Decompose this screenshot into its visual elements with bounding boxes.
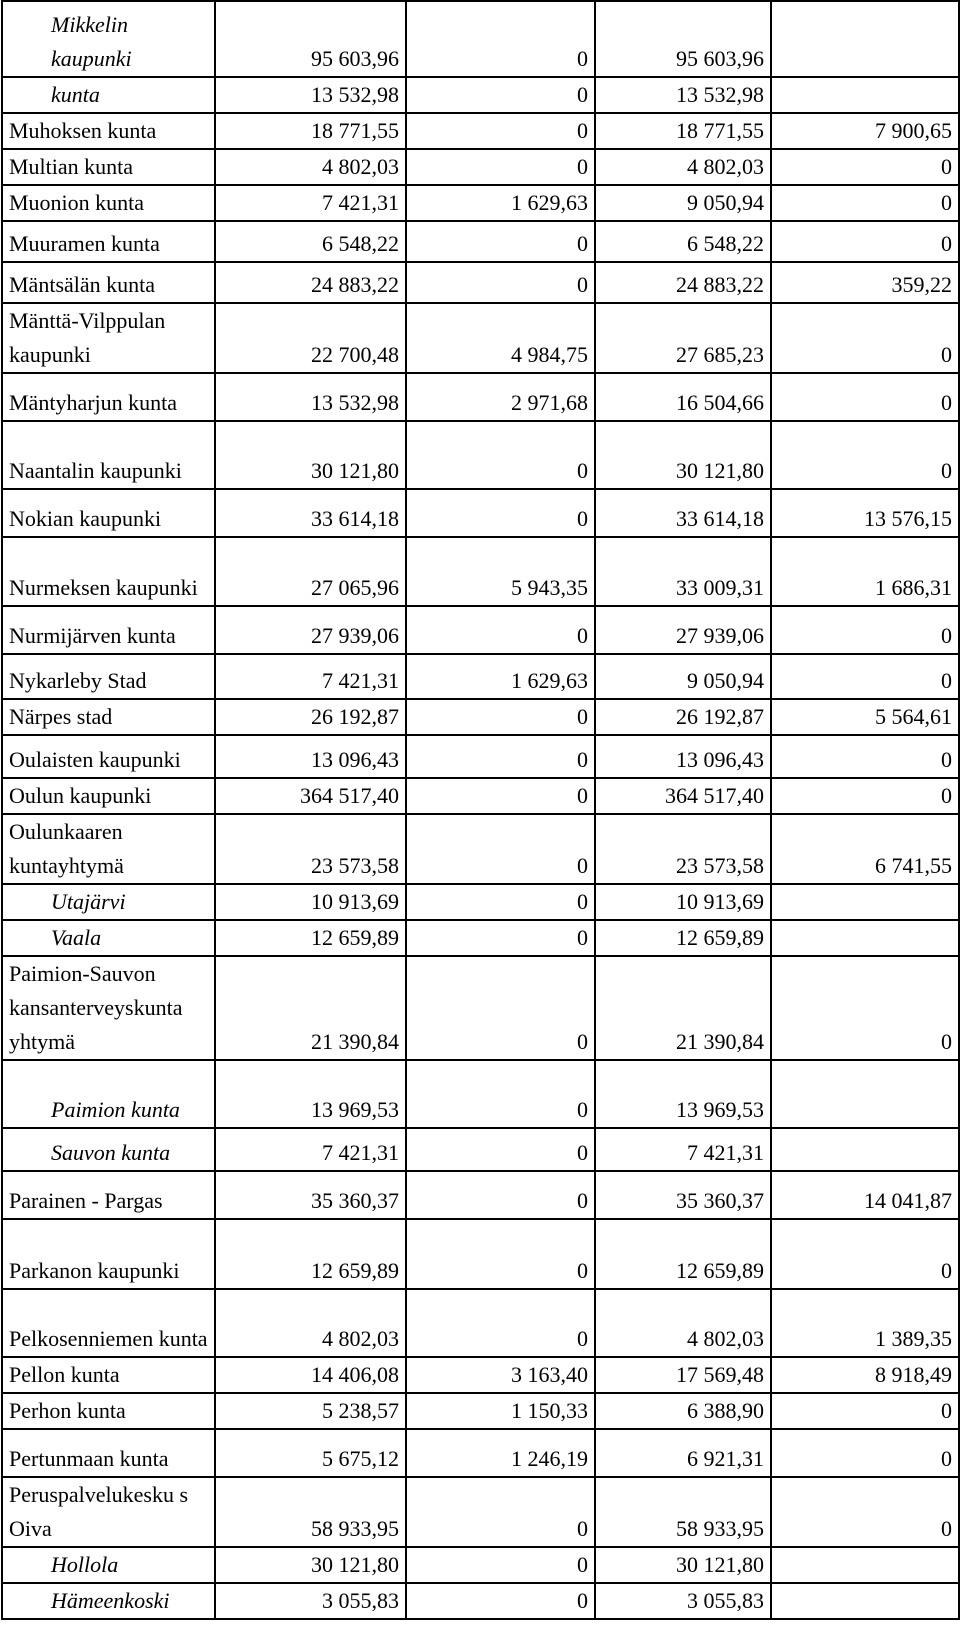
total-cell: 27 685,23	[595, 303, 771, 373]
table-row	[2, 149, 959, 185]
other-amount-cell: 0	[771, 1393, 959, 1429]
other-amount-cell: 0	[771, 221, 959, 262]
total-cell: 30 121,80	[595, 421, 771, 489]
municipality-cell: Mänttä-Vilppulan kaupunki	[2, 303, 215, 373]
table-row	[2, 1357, 959, 1393]
municipality-cell: Paimion kunta	[2, 1060, 215, 1128]
amount-cell: 21 390,84	[215, 956, 406, 1060]
total-cell: 13 969,53	[595, 1060, 771, 1128]
table-row	[2, 814, 959, 884]
amount-cell: 35 360,37	[215, 1171, 406, 1219]
table-row	[2, 221, 959, 262]
total-cell: 33 614,18	[595, 489, 771, 537]
total-cell: 7 421,31	[595, 1128, 771, 1171]
total-cell: 27 939,06	[595, 606, 771, 654]
table-row	[2, 537, 959, 606]
amount-cell: 13 969,53	[215, 1060, 406, 1128]
other-amount-cell	[771, 1583, 959, 1619]
municipality-cell: Pelkosenniemen kunta	[2, 1289, 215, 1357]
supplement-cell: 0	[406, 1128, 595, 1171]
supplement-cell: 1 150,33	[406, 1393, 595, 1429]
amount-cell: 10 913,69	[215, 884, 406, 920]
supplement-cell: 1 629,63	[406, 185, 595, 221]
municipality-cell: Paimion-Sauvon kansanterveyskunta yhtymä	[2, 956, 215, 1060]
amount-cell: 3 055,83	[215, 1583, 406, 1619]
table-row	[2, 654, 959, 699]
municipality-cell: Pertunmaan kunta	[2, 1429, 215, 1477]
other-amount-cell: 13 576,15	[771, 489, 959, 537]
supplement-cell: 0	[406, 221, 595, 262]
municipality-cell: Nurmijärven kunta	[2, 606, 215, 654]
amount-cell: 4 802,03	[215, 1289, 406, 1357]
supplement-cell: 0	[406, 814, 595, 884]
municipality-cell: Multian kunta	[2, 149, 215, 185]
table-row	[2, 1547, 959, 1583]
other-amount-cell: 14 041,87	[771, 1171, 959, 1219]
municipality-cell: Mikkelin kaupunki	[2, 1, 215, 77]
other-amount-cell: 0	[771, 606, 959, 654]
supplement-cell: 0	[406, 489, 595, 537]
amount-cell: 27 939,06	[215, 606, 406, 654]
municipality-cell: Muhoksen kunta	[2, 113, 215, 149]
amount-cell: 12 659,89	[215, 920, 406, 956]
amount-cell: 13 532,98	[215, 373, 406, 421]
other-amount-cell: 0	[771, 956, 959, 1060]
supplement-cell: 0	[406, 1, 595, 77]
table-row	[2, 77, 959, 113]
municipality-cell: Parkanon kaupunki	[2, 1219, 215, 1289]
amount-cell: 22 700,48	[215, 303, 406, 373]
amount-cell: 24 883,22	[215, 262, 406, 303]
supplement-cell: 0	[406, 1583, 595, 1619]
total-cell: 6 921,31	[595, 1429, 771, 1477]
supplement-cell: 0	[406, 956, 595, 1060]
other-amount-cell: 0	[771, 303, 959, 373]
municipality-cell: Peruspalvelukesku s Oiva	[2, 1477, 215, 1547]
table-row	[2, 1060, 959, 1128]
amount-cell: 5 675,12	[215, 1429, 406, 1477]
amount-cell: 4 802,03	[215, 149, 406, 185]
supplement-cell: 0	[406, 606, 595, 654]
table-row	[2, 1393, 959, 1429]
table-row	[2, 699, 959, 735]
amount-cell: 7 421,31	[215, 654, 406, 699]
supplement-cell: 5 943,35	[406, 537, 595, 606]
total-cell: 4 802,03	[595, 149, 771, 185]
table-row	[2, 1429, 959, 1477]
table-row	[2, 1477, 959, 1547]
total-cell: 9 050,94	[595, 654, 771, 699]
other-amount-cell	[771, 1060, 959, 1128]
other-amount-cell: 5 564,61	[771, 699, 959, 735]
table-row	[2, 735, 959, 778]
amount-cell: 95 603,96	[215, 1, 406, 77]
municipality-cell: Närpes stad	[2, 699, 215, 735]
table-row	[2, 489, 959, 537]
total-cell: 35 360,37	[595, 1171, 771, 1219]
other-amount-cell: 359,22	[771, 262, 959, 303]
table-row	[2, 1, 959, 77]
amount-cell: 13 096,43	[215, 735, 406, 778]
total-cell: 364 517,40	[595, 778, 771, 814]
other-amount-cell: 0	[771, 1429, 959, 1477]
other-amount-cell	[771, 884, 959, 920]
municipality-cell: Nykarleby Stad	[2, 654, 215, 699]
amount-cell: 364 517,40	[215, 778, 406, 814]
supplement-cell: 0	[406, 1547, 595, 1583]
supplement-cell: 0	[406, 149, 595, 185]
amount-cell: 7 421,31	[215, 1128, 406, 1171]
amount-cell: 23 573,58	[215, 814, 406, 884]
table-row	[2, 113, 959, 149]
total-cell: 9 050,94	[595, 185, 771, 221]
other-amount-cell: 0	[771, 778, 959, 814]
supplement-cell: 0	[406, 1171, 595, 1219]
total-cell: 26 192,87	[595, 699, 771, 735]
other-amount-cell: 0	[771, 735, 959, 778]
table-row	[2, 884, 959, 920]
supplement-cell: 0	[406, 421, 595, 489]
supplement-cell: 1 629,63	[406, 654, 595, 699]
municipality-cell: Oulun kaupunki	[2, 778, 215, 814]
supplement-cell: 0	[406, 920, 595, 956]
table-row	[2, 421, 959, 489]
supplement-cell: 4 984,75	[406, 303, 595, 373]
supplement-cell: 0	[406, 1477, 595, 1547]
amount-cell: 13 532,98	[215, 77, 406, 113]
other-amount-cell: 0	[771, 1477, 959, 1547]
municipality-cell: Oulunkaaren kuntayhtymä	[2, 814, 215, 884]
table-row	[2, 303, 959, 373]
other-amount-cell: 7 900,65	[771, 113, 959, 149]
municipality-cell: Muuramen kunta	[2, 221, 215, 262]
total-cell: 17 569,48	[595, 1357, 771, 1393]
table-row	[2, 1289, 959, 1357]
supplement-cell: 0	[406, 262, 595, 303]
other-amount-cell	[771, 1547, 959, 1583]
other-amount-cell: 0	[771, 421, 959, 489]
municipality-cell: Muonion kunta	[2, 185, 215, 221]
other-amount-cell: 1 686,31	[771, 537, 959, 606]
total-cell: 13 096,43	[595, 735, 771, 778]
table-row	[2, 262, 959, 303]
total-cell: 12 659,89	[595, 920, 771, 956]
table-row	[2, 1128, 959, 1171]
municipality-cell: Perhon kunta	[2, 1393, 215, 1429]
amount-cell: 5 238,57	[215, 1393, 406, 1429]
table-row	[2, 606, 959, 654]
amount-cell: 26 192,87	[215, 699, 406, 735]
supplement-cell: 0	[406, 1289, 595, 1357]
amount-cell: 18 771,55	[215, 113, 406, 149]
municipality-cell: Vaala	[2, 920, 215, 956]
total-cell: 21 390,84	[595, 956, 771, 1060]
table-row	[2, 1583, 959, 1619]
total-cell: 16 504,66	[595, 373, 771, 421]
municipality-cell: Mäntsälän kunta	[2, 262, 215, 303]
other-amount-cell: 0	[771, 1219, 959, 1289]
table-body	[2, 1, 959, 1619]
table-row	[2, 185, 959, 221]
municipality-cell: Mäntyharjun kunta	[2, 373, 215, 421]
supplement-cell: 0	[406, 699, 595, 735]
municipality-cell: kunta	[2, 77, 215, 113]
municipality-cell: Pellon kunta	[2, 1357, 215, 1393]
other-amount-cell	[771, 1128, 959, 1171]
other-amount-cell: 8 918,49	[771, 1357, 959, 1393]
municipality-cell: Parainen - Pargas	[2, 1171, 215, 1219]
municipality-cell: Naantalin kaupunki	[2, 421, 215, 489]
other-amount-cell: 0	[771, 373, 959, 421]
amount-cell: 33 614,18	[215, 489, 406, 537]
other-amount-cell: 0	[771, 149, 959, 185]
total-cell: 3 055,83	[595, 1583, 771, 1619]
municipality-cell: Hollola	[2, 1547, 215, 1583]
supplement-cell: 0	[406, 113, 595, 149]
total-cell: 18 771,55	[595, 113, 771, 149]
amount-cell: 14 406,08	[215, 1357, 406, 1393]
other-amount-cell: 0	[771, 185, 959, 221]
total-cell: 6 548,22	[595, 221, 771, 262]
municipality-cell: Utajärvi	[2, 884, 215, 920]
municipality-cell: Nurmeksen kaupunki	[2, 537, 215, 606]
total-cell: 12 659,89	[595, 1219, 771, 1289]
other-amount-cell	[771, 77, 959, 113]
supplement-cell: 0	[406, 1060, 595, 1128]
supplement-cell: 2 971,68	[406, 373, 595, 421]
table-row	[2, 778, 959, 814]
amount-cell: 30 121,80	[215, 1547, 406, 1583]
municipality-cell: Hämeenkoski	[2, 1583, 215, 1619]
amount-cell: 7 421,31	[215, 185, 406, 221]
total-cell: 23 573,58	[595, 814, 771, 884]
supplement-cell: 0	[406, 77, 595, 113]
supplement-cell: 0	[406, 884, 595, 920]
supplement-cell: 3 163,40	[406, 1357, 595, 1393]
data-table	[1, 0, 960, 1620]
total-cell: 33 009,31	[595, 537, 771, 606]
supplement-cell: 1 246,19	[406, 1429, 595, 1477]
total-cell: 4 802,03	[595, 1289, 771, 1357]
supplement-cell: 0	[406, 1219, 595, 1289]
table-row	[2, 956, 959, 1060]
total-cell: 6 388,90	[595, 1393, 771, 1429]
other-amount-cell: 6 741,55	[771, 814, 959, 884]
municipality-cell: Nokian kaupunki	[2, 489, 215, 537]
total-cell: 24 883,22	[595, 262, 771, 303]
amount-cell: 6 548,22	[215, 221, 406, 262]
table-row	[2, 920, 959, 956]
municipality-cell: Oulaisten kaupunki	[2, 735, 215, 778]
amount-cell: 12 659,89	[215, 1219, 406, 1289]
amount-cell: 58 933,95	[215, 1477, 406, 1547]
amount-cell: 27 065,96	[215, 537, 406, 606]
total-cell: 95 603,96	[595, 1, 771, 77]
amount-cell: 30 121,80	[215, 421, 406, 489]
total-cell: 58 933,95	[595, 1477, 771, 1547]
supplement-cell: 0	[406, 778, 595, 814]
other-amount-cell: 1 389,35	[771, 1289, 959, 1357]
total-cell: 13 532,98	[595, 77, 771, 113]
total-cell: 10 913,69	[595, 884, 771, 920]
supplement-cell: 0	[406, 735, 595, 778]
total-cell: 30 121,80	[595, 1547, 771, 1583]
table-row	[2, 1171, 959, 1219]
table-row	[2, 373, 959, 421]
other-amount-cell	[771, 1, 959, 77]
table-row	[2, 1219, 959, 1289]
municipality-cell: Sauvon kunta	[2, 1128, 215, 1171]
other-amount-cell	[771, 920, 959, 956]
other-amount-cell: 0	[771, 654, 959, 699]
